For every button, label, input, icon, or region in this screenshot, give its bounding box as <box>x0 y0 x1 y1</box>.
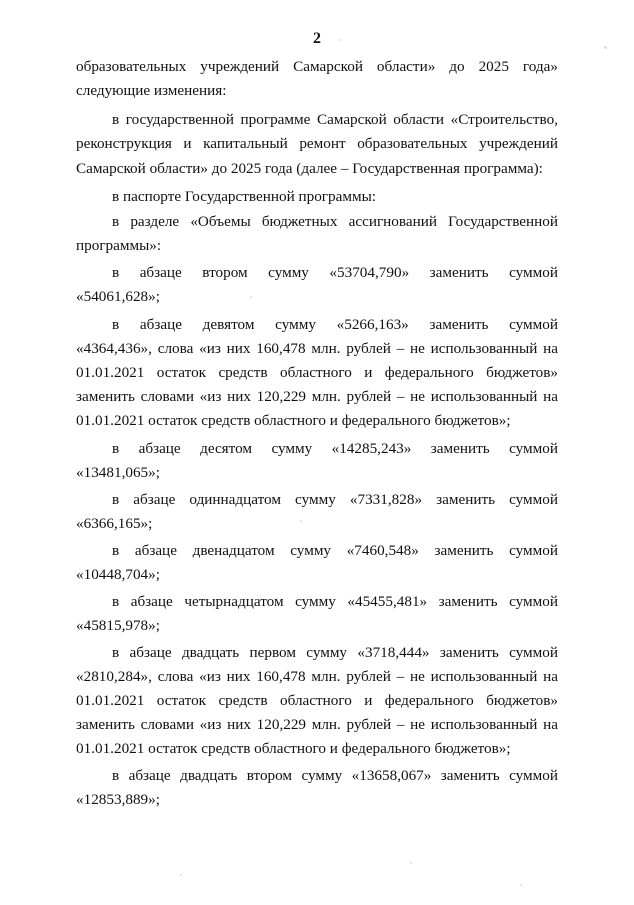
paragraph-first-line: в абзаце двенадцатом сумму «7460,548» заменить суммой <box>112 542 558 559</box>
text-line: «4364,436», слова «из них 160,478 млн. рублей – не использованный на <box>76 340 558 357</box>
text-line: «54061,628»; <box>76 288 160 305</box>
scan-speck <box>520 884 522 886</box>
paragraph-first-line: в абзаце одиннадцатом сумму «7331,828» заменить суммой <box>112 491 558 508</box>
text-line: 01.01.2021 остаток средств областного и федерального бюджетов» <box>76 692 558 709</box>
scan-speck <box>340 39 342 41</box>
text-line: 01.01.2021 остаток средств областного и федерального бюджетов»; <box>76 412 511 429</box>
paragraph-first-line: в абзаце двадцать втором сумму «13658,067» заменить суммой <box>112 767 558 784</box>
paragraph-first-line: в паспорте Государственной программы: <box>112 188 377 205</box>
text-line: заменить словами «из них 120,229 млн. рублей – не использованный на <box>76 716 558 733</box>
paragraph-first-line: в разделе «Объемы бюджетных ассигнований Государственной <box>112 213 558 230</box>
scan-speck <box>300 520 302 522</box>
text-line: 01.01.2021 остаток средств областного и федерального бюджетов»; <box>76 740 511 757</box>
paragraph-first-line: в государственной программе Самарской области «Строительство, <box>112 111 558 128</box>
page-number: 2 <box>313 30 321 47</box>
scan-speck <box>180 874 182 876</box>
scan-speck <box>604 46 607 49</box>
text-line: 01.01.2021 остаток средств областного и федерального бюджетов» <box>76 364 558 381</box>
text-line: образовательных учреждений Самарской области» до 2025 года» <box>76 58 558 75</box>
text-line: «10448,704»; <box>76 566 160 583</box>
text-line: «6366,165»; <box>76 515 153 532</box>
scan-speck <box>250 296 252 298</box>
text-line: «45815,978»; <box>76 617 160 634</box>
paragraph-first-line: в абзаце четырнадцатом сумму «45455,481» заменить суммой <box>112 593 558 610</box>
text-line: программы»: <box>76 237 162 254</box>
text-line: «2810,284», слова «из них 160,478 млн. рублей – не использованный на <box>76 668 558 685</box>
text-line: «13481,065»; <box>76 464 160 481</box>
text-line: заменить словами «из них 120,229 млн. рублей – не использованный на <box>76 388 558 405</box>
paragraph-first-line: в абзаце втором сумму «53704,790» заменить суммой <box>112 264 558 281</box>
scan-speck <box>410 862 412 864</box>
paragraph-first-line: в абзаце двадцать первом сумму «3718,444» заменить суммой <box>112 644 558 661</box>
text-line: «12853,889»; <box>76 791 160 808</box>
paragraph-first-line: в абзаце девятом сумму «5266,163» заменить суммой <box>112 316 558 333</box>
text-line: следующие изменения: <box>76 82 227 99</box>
paragraph-first-line: в абзаце десятом сумму «14285,243» заменить суммой <box>112 440 558 457</box>
text-line: Самарской области» до 2025 года (далее – Государственная программа): <box>76 160 543 177</box>
text-line: реконструкция и капитальный ремонт образовательных учреждений <box>76 135 558 152</box>
